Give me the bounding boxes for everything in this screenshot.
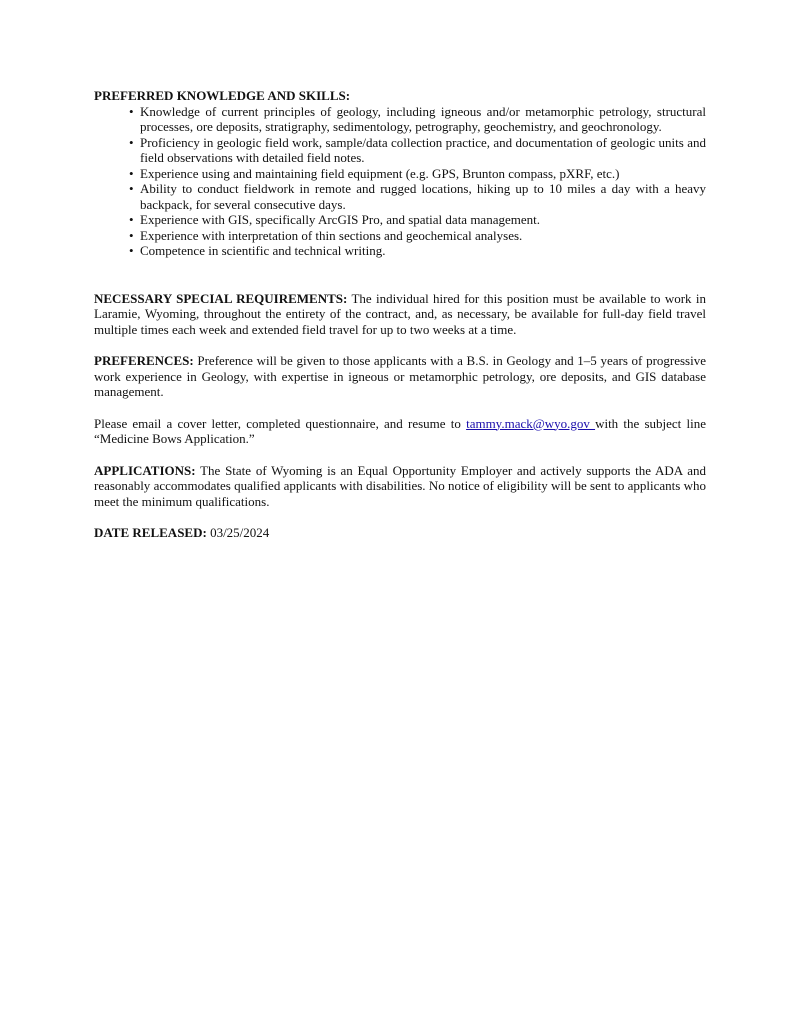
list-item (129, 181, 706, 212)
skill-text: Ability to conduct fieldwork in remote and rugged locations, hiking up to 10 miles a day with a heavy backpack, for several consecutive days. (140, 181, 706, 212)
applications-label: APPLICATIONS: (94, 462, 196, 478)
preferences-paragraph (94, 353, 706, 400)
spacer (94, 400, 706, 416)
email-link[interactable]: tammy.mack@wyo.gov (466, 415, 596, 431)
date-released-paragraph (94, 525, 706, 541)
list-item (129, 134, 706, 166)
applications-text: The State of Wyoming is an Equal Opportunity Employer and actively supports the ADA and reasonably accommodates qualified applicants with disabilities. No notice of eligibility will be sent to applicants who meet the minimum qualifications. (94, 462, 706, 509)
list-item (129, 165, 706, 182)
bullet-icon: • (129, 212, 134, 227)
list-item (129, 227, 706, 244)
skills-list (94, 104, 706, 259)
bullet-icon: • (129, 243, 134, 258)
preferences-text: Preference will be given to those applicants with a B.S. in Geology and 1–5 years of progressive work experience in Geology, with expertise in igneous or metamorphic petrology, ore deposits, and GIS database management. (94, 353, 706, 399)
spacer (94, 259, 706, 291)
email-instructions-after: with the subject line “Medicine Bows Application.” (94, 415, 706, 446)
date-released-value: 03/25/2024 (206, 525, 270, 540)
email-instructions-before: Please email a cover letter, completed questionnaire, and resume to (94, 415, 467, 431)
skill-text: Experience using and maintaining field equipment (e.g. GPS, Brunton compass, pXRF, etc.) (140, 165, 620, 181)
spacer (94, 509, 706, 525)
document-page (94, 88, 706, 541)
skill-text: Knowledge of current principles of geology, including igneous and/or metamorphic petrology, structural processes, ore deposits, stratigraphy, sedimentology, petrography, geochemistry, and geochronology. (140, 103, 706, 134)
bullet-icon: • (129, 103, 134, 119)
list-item (129, 243, 706, 259)
spacer (94, 337, 706, 353)
list-item (129, 103, 706, 135)
date-released-label: DATE RELEASED: (94, 525, 207, 540)
bullet-icon: • (129, 165, 134, 181)
skill-text: Experience with interpretation of thin sections and geochemical analyses. (140, 227, 523, 243)
email-instructions-paragraph (94, 416, 706, 447)
bullet-icon: • (129, 227, 134, 243)
skills-heading: PREFERRED KNOWLEDGE AND SKILLS: (94, 88, 351, 103)
requirements-text: The individual hired for this position must be available to work in Laramie, Wyoming, throughout the entirety of the contract, and, as necessary, be available for full-day field travel multiple times each week and extended field travel for up to two weeks at a time. (94, 290, 706, 337)
spacer (94, 447, 706, 463)
skill-text: Experience with GIS, specifically ArcGIS Pro, and spatial data management. (140, 212, 540, 227)
list-item (129, 212, 706, 228)
requirements-paragraph (94, 291, 706, 338)
bullet-icon: • (129, 181, 134, 196)
applications-paragraph (94, 463, 706, 510)
preferences-label: PREFERENCES: (94, 353, 194, 368)
bullet-icon: • (129, 134, 134, 150)
skill-text: Proficiency in geologic field work, sample/data collection practice, and documentation of geologic units and field observations with detailed field notes. (140, 134, 706, 165)
skill-text: Competence in scientific and technical writing. (140, 243, 386, 258)
requirements-label: NECESSARY SPECIAL REQUIREMENTS: (94, 290, 348, 306)
